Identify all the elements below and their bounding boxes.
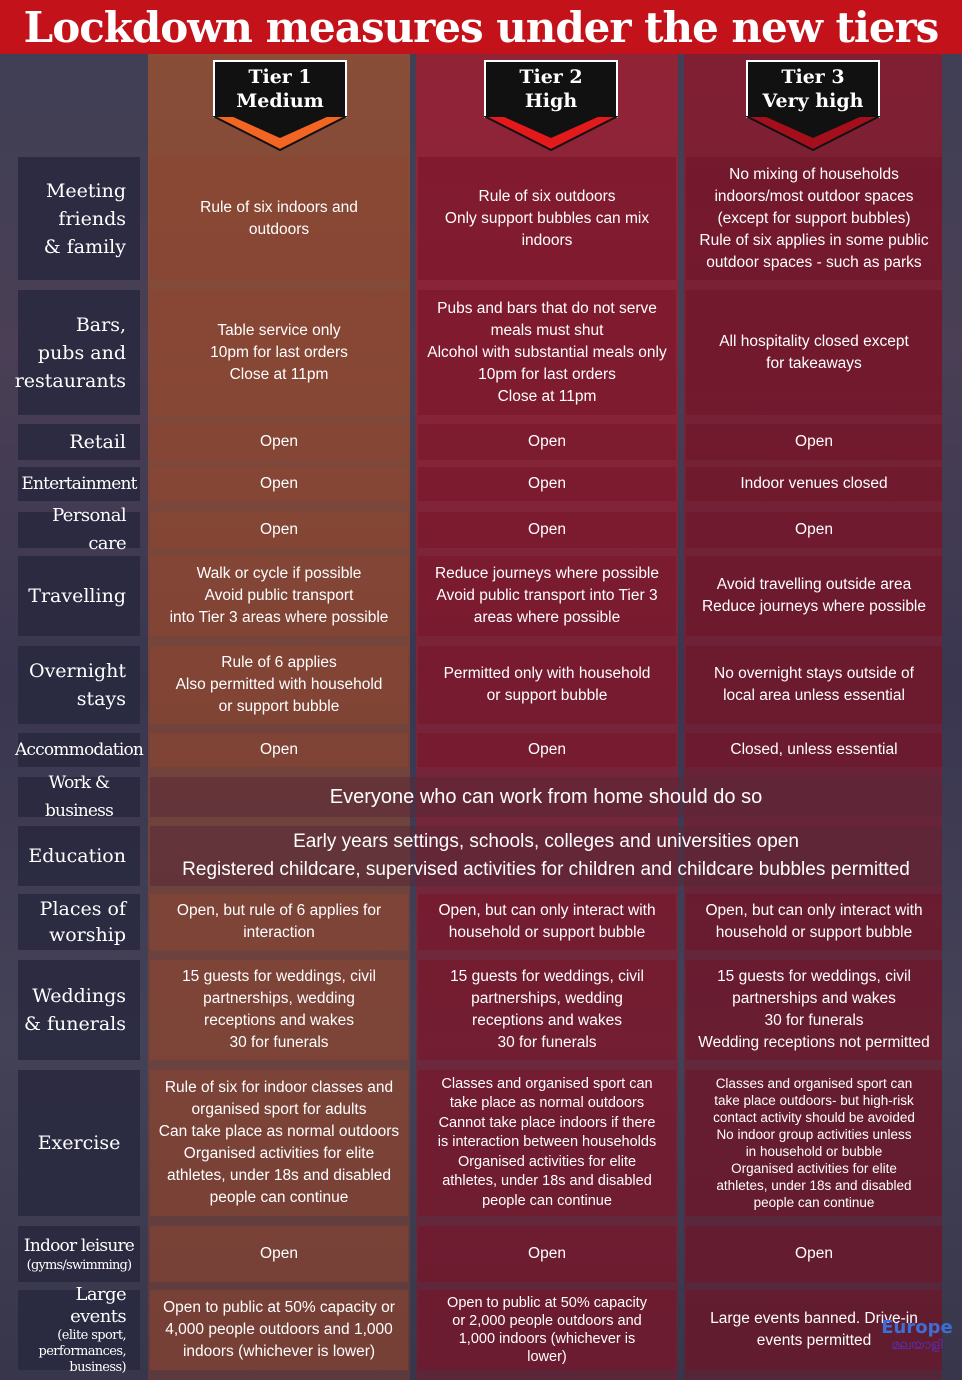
cell-line-text: Closed, unless essential [730,741,898,758]
cell-line-text: restaurants [14,369,126,392]
cell-line-text: partnerships, wedding [203,990,355,1007]
cell-personal-care-tier1 [150,512,408,548]
tier2-level: High [524,90,578,112]
cell-personal-care-tier2 [418,512,676,548]
cell-line-text: Open to public at 50% capacity or [163,1299,395,1316]
watermark-logo [876,1300,958,1370]
cell-line-text: Classes and organised sport can [441,1075,653,1092]
cell-travelling-tier1 [150,556,408,636]
row-label-large-events [18,1284,140,1375]
cell-line-text: Also permitted with household [175,676,383,693]
cell-line-text: Close at 11pm [229,365,329,383]
row-label-travelling [18,556,140,636]
cell-line-text: take place outdoors- but high-risk [714,1093,914,1108]
cell-travelling-tier3 [686,556,942,636]
cell-worship-tier1 [150,894,408,950]
cell-line-text: Open [528,475,566,492]
cell-line-text: Reduce journeys where possible [434,565,660,582]
cell-line-text: Indoor venues closed [740,475,888,492]
cell-line-text: 10pm for last orders [478,365,616,383]
cell-line-text: Open [260,475,298,492]
cell-line-text: Open [795,433,833,450]
cell-line-text: stays [76,688,126,710]
cell-line-text: (except for support bubbles) [717,209,911,227]
cell-line-text: No indoor group activities unless [716,1127,912,1142]
cell-travelling-tier2 [418,556,676,636]
cell-line-text: local area unless essential [723,687,905,704]
cell-line-text: 4,000 people outdoors and 1,000 [165,1321,393,1338]
cell-line-text: 15 guests for weddings, civil [717,968,911,985]
row-label-work [18,773,140,821]
cell-entertainment-tier2 [418,467,676,501]
cell-line-text: partnerships, wedding [471,990,623,1007]
cell-line-text: No mixing of households [729,165,899,183]
cell-line-text: Open [528,1245,566,1262]
page-title: Lockdown measures under the new tiers [23,2,939,52]
cell-line-text: is interaction between households [437,1134,657,1151]
cell-retail-tier3 [686,424,942,460]
cell-line-text: Walk or cycle if possible [196,565,362,582]
row-label-worship [18,894,140,950]
cell-line-text: athletes, under 18s and disabled [166,1167,392,1184]
cell-line-text: outdoors [248,220,310,238]
tier3-name: Tier 3 [781,66,845,88]
row-label-meeting [18,157,140,280]
row-label-accommodation [14,733,144,767]
cell-line-text: (elite sport, [57,1328,126,1343]
cell-line-text: indoors/most outdoor spaces [714,187,914,205]
cell-line-text: Only support bubbles can mix [444,209,650,227]
cell-line-text: & family [43,235,126,258]
cell-line-text: indoors [521,231,573,249]
cell-worship-tier2 [418,894,676,950]
cell-line-text: Personal care [52,505,126,554]
cell-exercise-tier2 [418,1070,676,1216]
cell-line-text: Open to public at 50% capacity [447,1295,647,1311]
row-label-bars [14,290,140,415]
cell-line-text: Rule of six for indoor classes and [164,1079,394,1096]
cell-line-text: Organised activities for elite [731,1161,897,1176]
cell-line-text: Open [260,1245,298,1262]
cell-line-text: people can continue [482,1192,612,1209]
cell-line-text: Registered childcare, supervised activities for children and childcare bubbles permitted [182,859,910,880]
cell-line-text: receptions and wakes [204,1012,354,1029]
cell-line-text: or support bubble [486,687,608,704]
tier3-badge [746,60,880,152]
cell-line-text: All hospitality closed except [719,332,909,350]
cell-line-text: Indoor leisure [23,1236,135,1256]
cell-line-text: Exercise [37,1132,121,1154]
cell-accommodation-tier1 [150,733,408,767]
cell-line-text: indoors (whichever is lower) [182,1343,376,1360]
cell-line-text: partnerships and wakes [732,990,896,1007]
cell-line-text: Early years settings, schools, colleges and universities open [293,831,799,852]
cell-line-text: Entertainment [21,474,137,494]
cell-indoor-leisure-tier3 [686,1226,942,1282]
cell-line-text: Work & business [44,773,114,821]
cell-line-text: Pubs and bars that do not serve [437,299,657,317]
row-label-indoor-leisure [18,1226,140,1282]
cell-line-text: Permitted only with household [443,665,651,682]
cell-large-events-tier2 [418,1290,676,1370]
cell-line-text: 30 for funerals [497,1034,597,1051]
cell-line-text: Open [260,521,298,538]
cell-accommodation-tier3 [686,733,942,767]
cell-retail-tier2 [418,424,676,460]
cell-line-text: Avoid public transport [204,587,354,604]
cell-line-text: Open [528,741,566,758]
cell-line-text: Rule of 6 applies [221,654,337,671]
cell-line-text: Classes and organised sport can [715,1076,913,1091]
cell-entertainment-tier3 [686,467,942,501]
cell-line-text: No overnight stays outside of [714,665,914,682]
cell-line-text: outdoor spaces - such as parks [706,253,922,271]
cell-line-text: or support bubble [218,698,340,715]
cell-line-text: Open [260,433,298,450]
cell-line-text: household or support bubble [448,924,646,941]
cell-line-text: Open, but can only interact with [438,902,656,919]
cell-line-text: Can take place as normal outdoors [158,1123,400,1140]
cell-accommodation-tier2 [418,733,676,767]
tier1-name: Tier 1 [248,66,312,88]
cell-line-text: Close at 11pm [497,387,597,405]
cell-line-text: in household or bubble [745,1144,883,1159]
cell-line-text: 15 guests for weddings, civil [182,968,376,985]
row-label-overnight [18,646,140,724]
cell-line-text: & funerals [24,1013,126,1035]
cell-meeting-tier3 [686,157,942,280]
cell-line-text: interaction [243,924,315,941]
cell-line-text: pubs and [37,341,126,364]
cell-line-text: events permitted [756,1332,872,1349]
cell-line-text: 15 guests for weddings, civil [450,968,644,985]
cell-line-text: 30 for funerals [764,1012,864,1029]
cell-line-text: meals must shut [490,321,604,339]
cell-exercise-tier1 [150,1070,408,1216]
cell-overnight-tier3 [686,646,942,724]
tier3-chevron-icon [746,116,880,152]
cell-line-text: 1,000 indoors (whichever is [458,1331,636,1347]
cell-personal-care-tier3 [686,512,942,548]
cell-meeting-tier1 [150,157,408,280]
cell-line-text: Everyone who can work from home should do so [329,786,763,808]
row-label-retail [18,424,140,460]
cell-line-text: Large events banned. Drive-in [710,1310,918,1327]
row-label-entertainment [18,467,140,501]
cell-line-text: Avoid travelling outside area [716,576,912,593]
cell-line-text: Table service only [217,321,341,339]
cell-line-text: Alcohol with substantial meals only [427,343,667,361]
row-label-weddings [18,960,140,1060]
cell-large-events-tier1 [150,1290,408,1370]
cell-line-text: friends [58,207,126,230]
cell-line-text: Places of [39,898,126,920]
cell-line-text: മലയാളി [891,1338,943,1353]
cell-line-text: Meeting [45,179,126,202]
cell-weddings-tier2 [418,960,676,1060]
row-label-personal-care [18,505,140,554]
cell-line-text: Open [528,521,566,538]
cell-line-text: Accommodation [14,740,144,760]
cell-line-text: Organised activities for elite [183,1145,375,1162]
cell-line-text: Weddings [32,985,126,1007]
cell-line-text: Avoid public transport into Tier 3 [436,587,658,604]
cell-line-text: Cannot take place indoors if there [438,1114,656,1131]
cell-meeting-tier2 [418,157,676,280]
cell-bars-tier3 [686,290,942,415]
cell-line-text: Rule of six applies in some public [699,231,929,249]
cell-retail-tier1 [150,424,408,460]
cell-line-text: worship [48,924,126,946]
cell-line-text: performances, [38,1344,126,1359]
cell-line-text: into Tier 3 areas where possible [169,609,389,626]
cell-line-text: for takeaways [766,354,862,372]
cell-line-text: Large events [70,1284,126,1327]
cell-line-text: Organised activities for elite [457,1153,637,1170]
cell-exercise-tier3 [686,1070,942,1216]
cell-line-text: Open [795,521,833,538]
cell-overnight-tier1 [150,646,408,724]
row-label-education [18,826,140,886]
tier3-level: Very high [762,90,864,112]
cell-bars-tier2 [418,290,676,415]
cell-overnight-tier2 [418,646,676,724]
cell-line-text: Retail [69,431,126,453]
tier2-name: Tier 2 [519,66,583,88]
cell-line-text: Wedding receptions not permitted [698,1034,930,1051]
tier2-chevron-icon [484,116,618,152]
cell-entertainment-tier1 [150,467,408,501]
cell-line-text: take place as normal outdoors [449,1095,645,1112]
cell-bars-tier1 [150,290,408,415]
tier2-badge [484,60,618,152]
cell-line-text: Open [795,1245,833,1262]
cell-indoor-leisure-tier1 [150,1226,408,1282]
cell-worship-tier3 [686,894,942,950]
cell-line-text: Open, but rule of 6 applies for [176,902,382,919]
cell-line-text: or 2,000 people outdoors and [452,1313,642,1329]
cell-education-all-tiers [150,826,942,886]
cell-indoor-leisure-tier2 [418,1226,676,1282]
cell-line-text: Open, but can only interact with [705,902,923,919]
cell-line-text: athletes, under 18s and disabled [442,1173,652,1190]
cell-line-text: contact activity should be avoided [713,1110,915,1125]
cell-line-text: areas where possible [473,609,621,626]
cell-line-text: 10pm for last orders [210,343,348,361]
cell-weddings-tier3 [686,960,942,1060]
cell-line-text: 30 for funerals [229,1034,329,1051]
cell-line-text: Overnight [29,660,126,682]
cell-line-text: (gyms/swimming) [26,1258,132,1273]
cell-work-all-tiers [150,777,942,817]
title-bar [0,0,962,54]
row-label-exercise [18,1070,140,1216]
cell-line-text: Open [528,433,566,450]
cell-line-text: Travelling [28,585,126,607]
cell-line-text: business) [69,1360,126,1375]
tier1-badge [213,60,347,152]
cell-line-text: people can continue [753,1195,875,1210]
cell-line-text: Reduce journeys where possible [701,598,927,615]
tier1-level: Medium [236,90,324,112]
cell-line-text: Education [28,845,126,867]
cell-line-text: Open [260,741,298,758]
cell-weddings-tier1 [150,960,408,1060]
cell-line-text: people can continue [209,1189,349,1206]
cell-line-text: Bars, [75,313,126,336]
cell-line-text: Europe [881,1317,953,1338]
cell-line-text: receptions and wakes [472,1012,622,1029]
cell-line-text: Rule of six outdoors [478,187,616,205]
cell-line-text: household or support bubble [715,924,913,941]
tier1-chevron-icon [213,116,347,152]
cell-line-text: athletes, under 18s and disabled [716,1178,912,1193]
cell-line-text: Rule of six indoors and [200,198,358,216]
cell-line-text: lower) [527,1349,567,1365]
cell-line-text: organised sport for adults [191,1101,367,1118]
